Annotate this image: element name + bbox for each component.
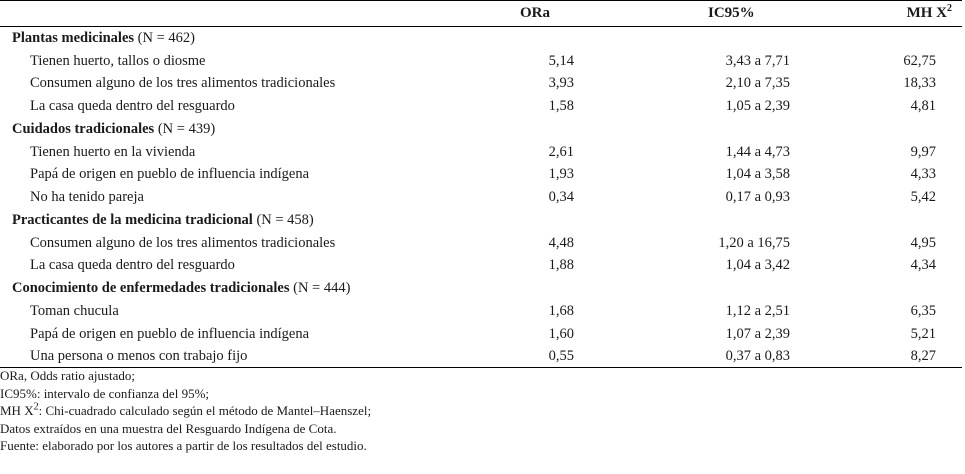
cell-mh-chi2: 9,97 bbox=[910, 143, 936, 160]
header-mh-superscript: 2 bbox=[947, 3, 952, 14]
table-row bbox=[0, 49, 962, 72]
group-name: Practicantes de la medicina tradicional bbox=[12, 211, 253, 228]
table-footnotes bbox=[0, 367, 371, 455]
cell-ora: 2,61 bbox=[548, 143, 574, 160]
cell-ic95: 0,17 a 0,93 bbox=[725, 189, 790, 206]
cell-ic95: 1,05 a 2,39 bbox=[725, 98, 790, 115]
row-label: Consumen alguno de los tres alimentos tradicionales bbox=[30, 234, 336, 251]
table-row bbox=[0, 163, 962, 186]
group-row bbox=[0, 27, 962, 50]
cell-mh-chi2: 18,33 bbox=[903, 75, 936, 92]
cell-mh-chi2: 5,42 bbox=[910, 189, 936, 206]
note-ora: ORa, Odds ratio ajustado; bbox=[0, 368, 136, 383]
cell-ic95: 1,44 a 4,73 bbox=[725, 143, 790, 160]
cell-mh-chi2: 4,95 bbox=[910, 234, 936, 251]
table-row bbox=[0, 254, 962, 277]
header-ic95: IC95% bbox=[592, 1, 808, 27]
group-sample-size: (N = 444) bbox=[293, 280, 351, 297]
cell-ora: 3,93 bbox=[548, 75, 574, 92]
header-ora: ORa bbox=[452, 1, 592, 27]
table-body bbox=[0, 27, 962, 368]
group-name: Plantas medicinales bbox=[12, 30, 135, 47]
group-sample-size: (N = 439) bbox=[157, 120, 216, 137]
note-mh bbox=[0, 402, 371, 420]
note-mh-post: : Chi-cuadrado calculado según el método de Mantel–Haenszel; bbox=[38, 403, 372, 418]
note-datos: Datos extraídos en una muestra del Resguardo Indígena de Cota. bbox=[0, 420, 337, 436]
table-row bbox=[0, 95, 962, 118]
table-row bbox=[0, 231, 962, 254]
group-row bbox=[0, 209, 962, 232]
group-label-cell bbox=[0, 209, 962, 232]
row-label: La casa queda dentro del resguardo bbox=[30, 98, 235, 115]
cell-mh-chi2: 6,35 bbox=[910, 302, 936, 319]
cell-ic95: 1,04 a 3,58 bbox=[725, 166, 790, 183]
table-row bbox=[0, 186, 962, 209]
cell-ora: 4,48 bbox=[548, 234, 574, 251]
cell-ora: 1,88 bbox=[548, 257, 574, 274]
cell-ora: 0,55 bbox=[452, 345, 592, 368]
note-mh-pre: MH X bbox=[0, 403, 34, 418]
group-sample-size: (N = 458) bbox=[256, 211, 314, 228]
header-mh-text: MH X bbox=[906, 5, 947, 21]
row-label: Tienen huerto en la vivienda bbox=[30, 143, 196, 160]
cell-ic95: 1,12 a 2,51 bbox=[725, 302, 790, 319]
group-name: Cuidados tradicionales bbox=[12, 120, 155, 137]
note-fuente: Fuente: elaborado por los autores a partir de los resultados del estudio. bbox=[0, 438, 367, 453]
cell-ic95: 1,04 a 3,42 bbox=[725, 257, 790, 274]
note-ic95: IC95%: intervalo de confianza del 95%; bbox=[0, 385, 210, 401]
header-mh-chi2 bbox=[808, 1, 962, 27]
cell-ic95: 1,20 a 16,75 bbox=[718, 234, 790, 251]
row-label: Tienen huerto, tallos o diosme bbox=[30, 52, 206, 69]
table-row bbox=[0, 140, 962, 163]
group-label-cell bbox=[0, 27, 962, 50]
cell-ic95: 1,07 a 2,39 bbox=[725, 325, 790, 342]
note-mh-superscript: 2 bbox=[33, 401, 39, 413]
group-sample-size: (N = 462) bbox=[137, 30, 195, 47]
cell-ora: 0,34 bbox=[548, 189, 574, 206]
row-label: Papá de origen en pueblo de influencia indígena bbox=[30, 166, 310, 183]
cell-ora: 1,58 bbox=[548, 98, 574, 115]
table-header bbox=[0, 1, 962, 27]
cell-ora: 1,68 bbox=[548, 302, 574, 319]
row-label: Una persona o menos con trabajo fijo bbox=[0, 345, 452, 368]
cell-mh-chi2: 4,34 bbox=[910, 257, 936, 274]
cell-ora: 1,60 bbox=[548, 325, 574, 342]
cell-mh-chi2: 62,75 bbox=[903, 52, 936, 69]
group-row bbox=[0, 118, 962, 141]
table-row bbox=[0, 322, 962, 345]
cell-mh-chi2: 8,27 bbox=[808, 345, 962, 368]
table-row bbox=[0, 345, 962, 368]
cell-ora: 5,14 bbox=[548, 52, 574, 69]
row-label: Papá de origen en pueblo de influencia indígena bbox=[30, 325, 310, 342]
cell-mh-chi2: 5,21 bbox=[910, 325, 936, 342]
header-label-cell bbox=[0, 1, 452, 27]
cell-ic95: 3,43 a 7,71 bbox=[725, 52, 790, 69]
cell-ora: 1,93 bbox=[548, 166, 574, 183]
header-row bbox=[0, 1, 962, 27]
group-name: Conocimiento de enfermedades tradicionales bbox=[12, 280, 290, 297]
row-label: La casa queda dentro del resguardo bbox=[30, 257, 235, 274]
group-row bbox=[0, 277, 962, 300]
group-label-cell bbox=[0, 118, 962, 141]
row-label: No ha tenido pareja bbox=[30, 189, 144, 206]
cell-ic95: 2,10 a 7,35 bbox=[725, 75, 790, 92]
cell-mh-chi2: 4,33 bbox=[910, 166, 936, 183]
table-row bbox=[0, 300, 962, 323]
row-label: Consumen alguno de los tres alimentos tradicionales bbox=[30, 75, 336, 92]
row-label: Toman chucula bbox=[30, 302, 119, 319]
group-label-cell bbox=[0, 277, 962, 300]
table-row bbox=[0, 72, 962, 95]
cell-ic95: 0,37 a 0,83 bbox=[592, 345, 808, 368]
cell-mh-chi2: 4,81 bbox=[910, 98, 936, 115]
